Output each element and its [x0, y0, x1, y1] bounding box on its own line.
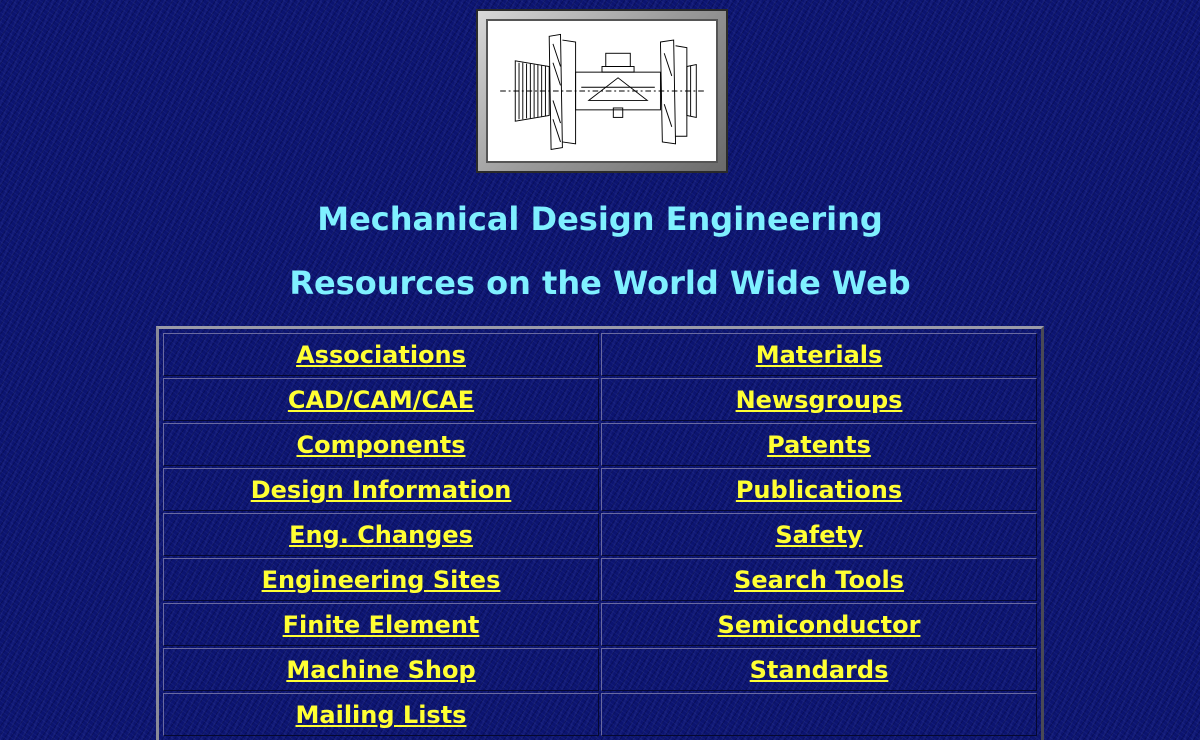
link-safety[interactable]: Safety [775, 520, 863, 549]
link-table-frame [156, 326, 1044, 740]
table-cell [163, 378, 599, 421]
table-cell [163, 468, 599, 511]
table-cell [163, 558, 599, 601]
link-finite-element[interactable]: Finite Element [282, 610, 480, 639]
table-cell [163, 423, 599, 466]
table-cell [601, 423, 1037, 466]
table-row [163, 333, 1037, 376]
logo-frame [476, 9, 728, 173]
table-cell [601, 468, 1037, 511]
link-publications[interactable]: Publications [735, 475, 903, 504]
page-subtitle: Resources on the World Wide Web [289, 264, 911, 302]
table-cell-empty [601, 693, 1037, 736]
table-row [163, 513, 1037, 556]
table-cell [601, 648, 1037, 691]
table-cell [163, 513, 599, 556]
table-row [163, 693, 1037, 736]
link-mailing-lists[interactable]: Mailing Lists [295, 700, 467, 729]
link-eng-changes[interactable]: Eng. Changes [289, 520, 473, 549]
page-title: Mechanical Design Engineering [317, 200, 883, 238]
table-cell [163, 648, 599, 691]
table-cell [601, 603, 1037, 646]
link-cad-cam-cae[interactable]: CAD/CAM/CAE [287, 385, 475, 414]
table-cell [601, 513, 1037, 556]
table-cell [601, 333, 1037, 376]
table-cell [163, 693, 599, 736]
link-materials[interactable]: Materials [755, 340, 883, 369]
link-semiconductor[interactable]: Semiconductor [717, 610, 921, 639]
table-row [163, 648, 1037, 691]
table-row [163, 423, 1037, 466]
link-engineering-sites[interactable]: Engineering Sites [261, 565, 501, 594]
table-row [163, 558, 1037, 601]
table-cell [163, 333, 599, 376]
table-row [163, 468, 1037, 511]
link-search-tools[interactable]: Search Tools [734, 565, 904, 594]
link-associations[interactable]: Associations [296, 340, 466, 369]
link-machine-shop[interactable]: Machine Shop [286, 655, 476, 684]
table-cell [163, 603, 599, 646]
link-patents[interactable]: Patents [767, 430, 871, 459]
link-design-information[interactable]: Design Information [250, 475, 512, 504]
table-cell [601, 558, 1037, 601]
resource-links-table [161, 331, 1039, 738]
mechanical-assembly-drawing-icon [492, 25, 712, 157]
logo-image [486, 19, 718, 163]
table-row [163, 378, 1037, 421]
link-components[interactable]: Components [296, 430, 466, 459]
table-row [163, 603, 1037, 646]
link-standards[interactable]: Standards [749, 655, 889, 684]
table-cell [601, 378, 1037, 421]
link-newsgroups[interactable]: Newsgroups [735, 385, 903, 414]
